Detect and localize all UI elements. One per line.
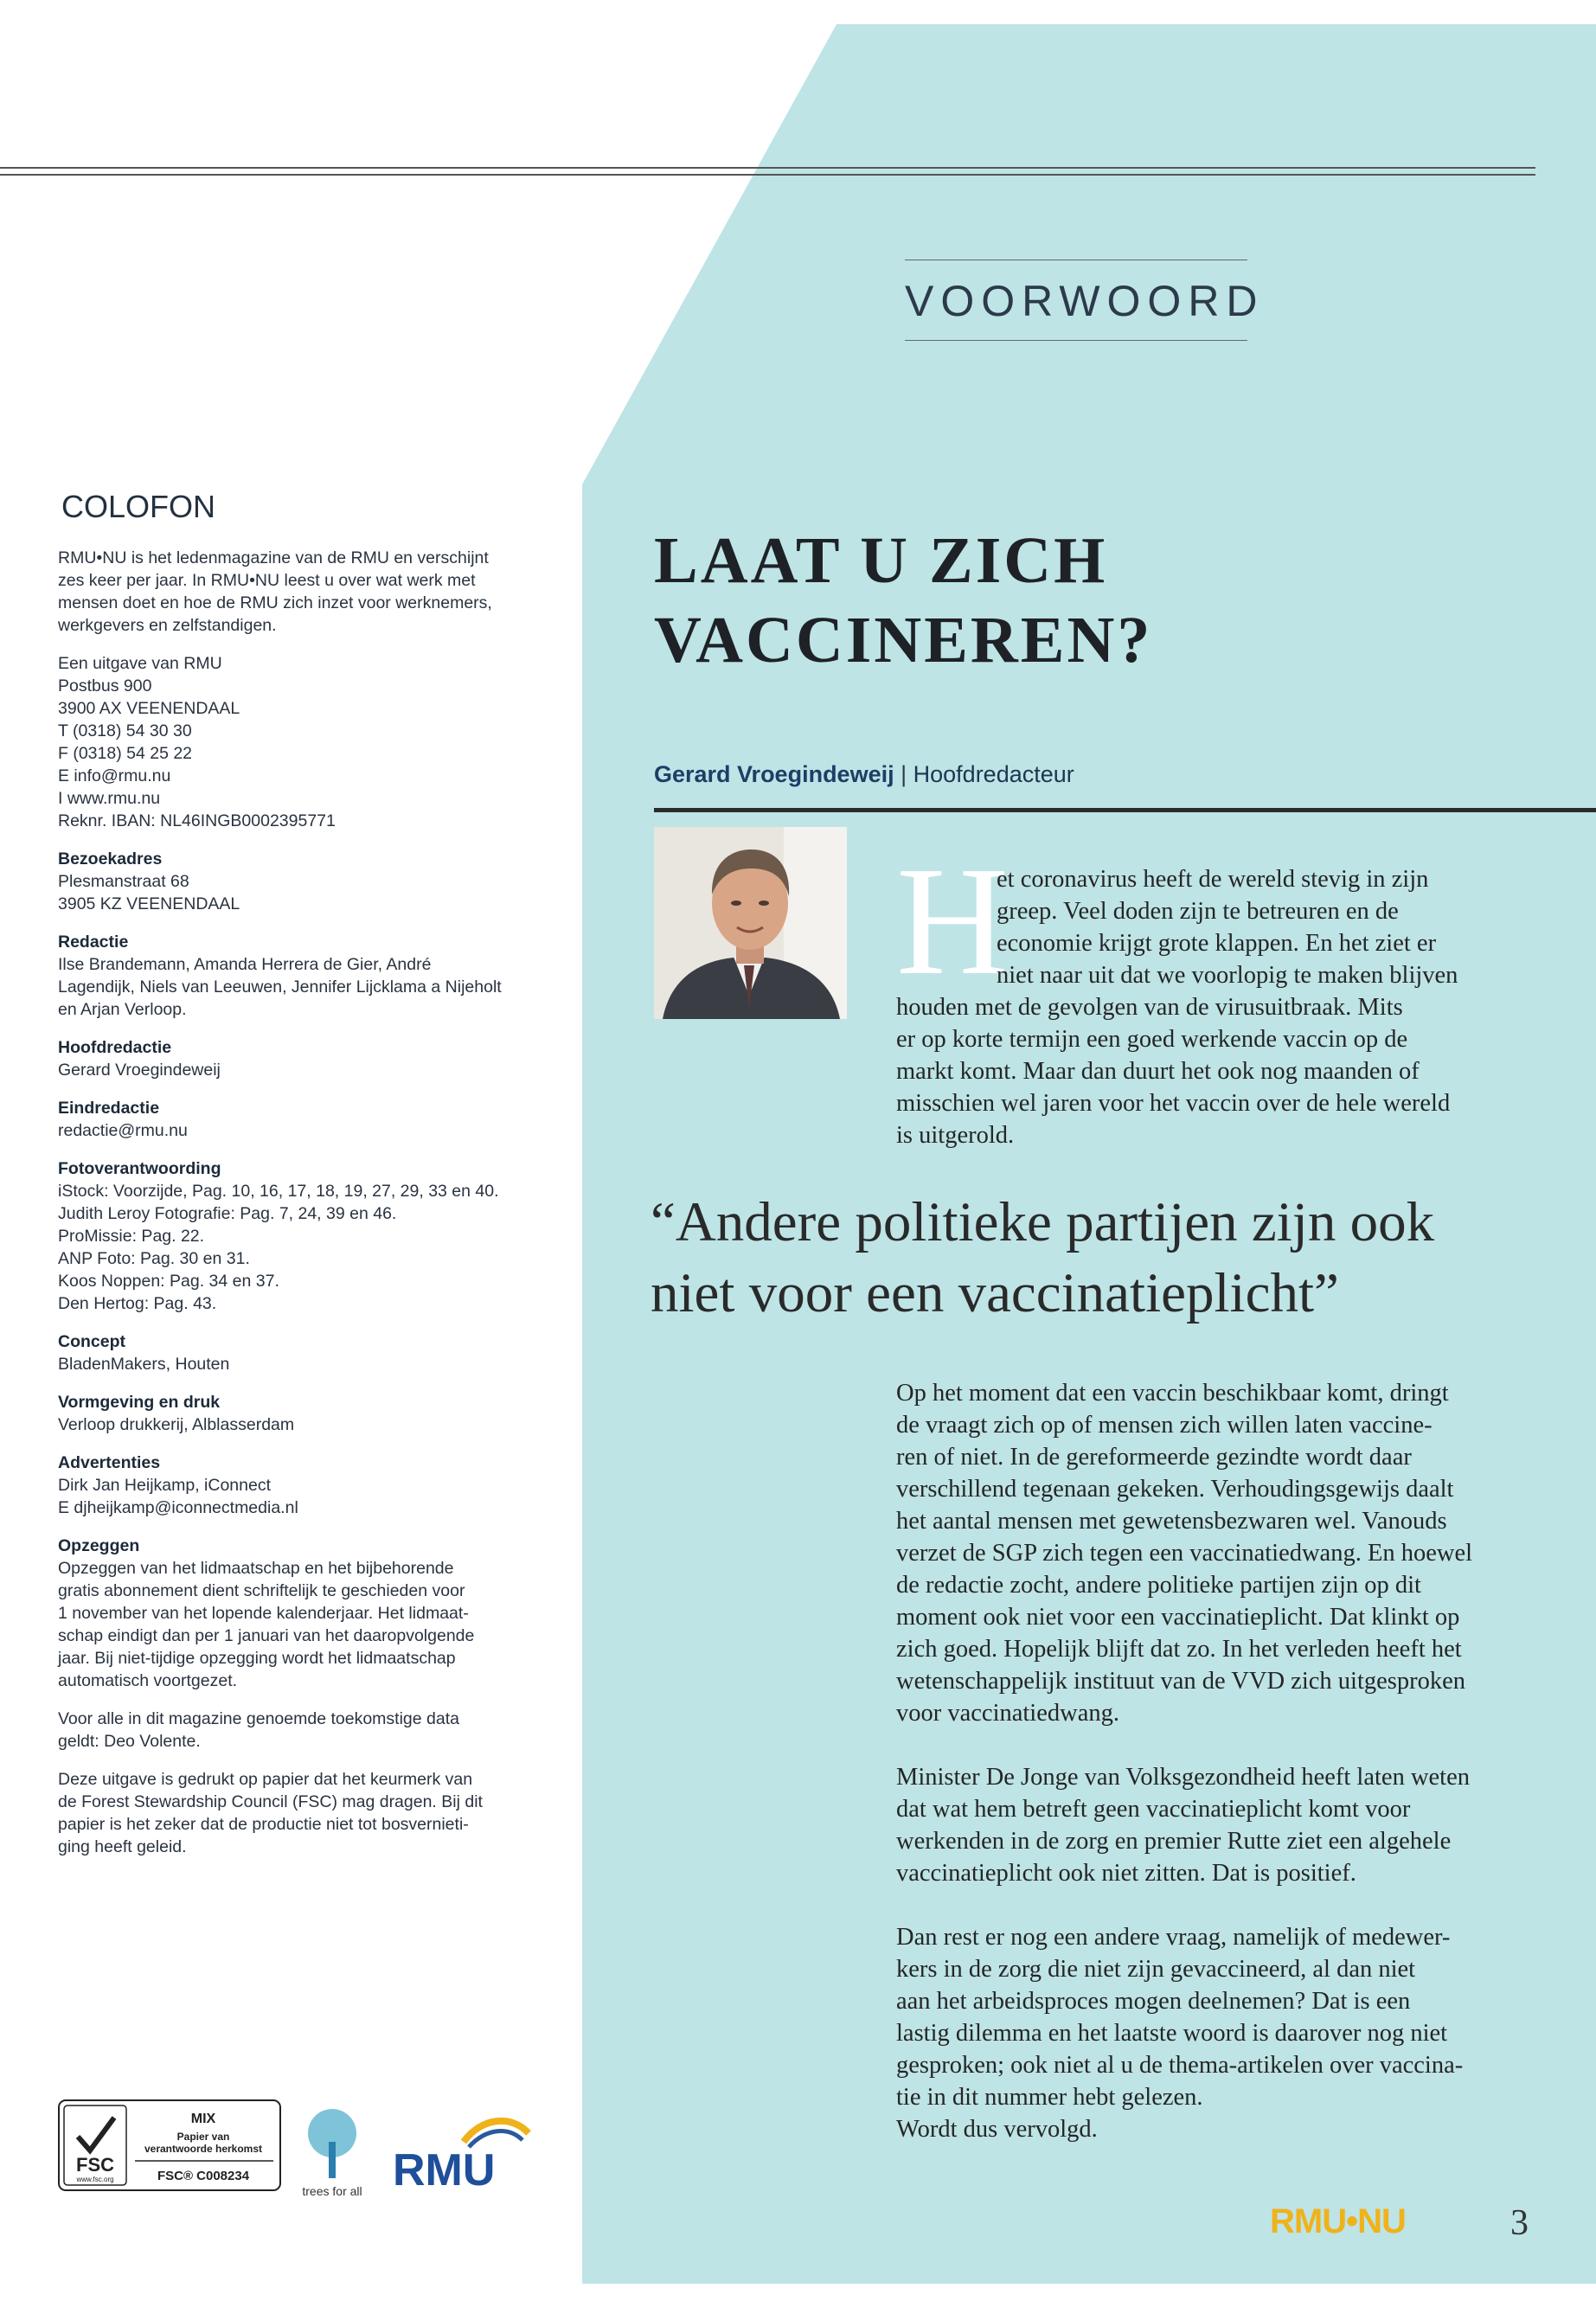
body-paragraph — [896, 1921, 1554, 2145]
address-fax: F (0318) 54 25 22 — [58, 744, 193, 763]
body-line: aan het arbeidsproces mogen deelnemen? Dat is een — [896, 1988, 1411, 2015]
top-rule-2 — [0, 174, 1535, 176]
body-line: Dan rest er nog een andere vraag, namelijk of medewer- — [896, 1924, 1451, 1951]
colofon-section-line: ANP Foto: Pag. 30 en 31. — [58, 1249, 250, 1268]
colofon-section-line: Koos Noppen: Pag. 34 en 37. — [58, 1272, 279, 1291]
fsc-line2: verantwoorde herkomst — [144, 2143, 263, 2155]
colofon-note — [58, 1708, 542, 1753]
fsc-code: FSC® C008234 — [157, 2169, 250, 2183]
article-body — [896, 1377, 1554, 2177]
intro-line: greep. Veel doden zijn te betreuren en de — [997, 898, 1399, 925]
trees-label: trees for all — [302, 2184, 362, 2198]
colofon-section-line: Judith Leroy Fotografie: Pag. 7, 24, 39 en 46. — [58, 1204, 397, 1223]
colofon-section-line: Verloop drukkerij, Alblasserdam — [58, 1415, 295, 1434]
colofon-note-line: ging heeft geleid. — [58, 1837, 187, 1856]
colofon-section-title: Hoofdredactie — [58, 1038, 172, 1057]
byline — [654, 761, 1074, 788]
body-line: gesproken; ook niet al u de thema-artikelen over vaccina- — [896, 2052, 1464, 2079]
address-line: Postbus 900 — [58, 676, 152, 695]
body-paragraph — [896, 1377, 1554, 1729]
colofon-section — [58, 1157, 542, 1315]
colofon-section-line: Gerard Vroegindeweij — [58, 1061, 221, 1080]
dropcap-letter: H — [896, 835, 1009, 1007]
article-intro — [896, 863, 1502, 1151]
colofon-section — [58, 1452, 542, 1519]
colofon-note-line: de Forest Stewardship Council (FSC) mag dragen. Bij dit — [58, 1792, 483, 1811]
address-iban: Reknr. IBAN: NL46INGB0002395771 — [58, 811, 336, 830]
intro-line: markt komt. Maar dan duurt het ook nog maanden of — [896, 1058, 1420, 1085]
colofon-address — [58, 652, 542, 832]
colofon-section-title: Eindredactie — [58, 1099, 160, 1118]
colofon-section-line: en Arjan Verloop. — [58, 1000, 187, 1019]
address-line: 3900 AX VEENENDAAL — [58, 699, 240, 718]
byline-rule — [654, 808, 1596, 812]
intro-line: et coronavirus heeft de wereld stevig in zijn — [997, 866, 1429, 893]
fsc-logo — [59, 2100, 280, 2190]
body-line: moment ook niet voor een vaccinatieplicht. Dat klinkt op — [896, 1604, 1460, 1631]
colofon-section-title: Vormgeving en druk — [58, 1393, 221, 1412]
colofon — [58, 490, 542, 1874]
colofon-section — [58, 1330, 542, 1375]
colofon-section — [58, 931, 542, 1021]
colofon-section-line: redactie@rmu.nu — [58, 1121, 188, 1140]
body-line: werkenden in de zorg en premier Rutte ziet een algehele — [896, 1828, 1452, 1855]
colofon-section-title: Redactie — [58, 933, 129, 952]
author-photo — [654, 827, 847, 1019]
fsc-site: www.fsc.org — [76, 2176, 114, 2183]
colofon-section — [58, 1097, 542, 1142]
colofon-section-title: Advertenties — [58, 1453, 161, 1472]
colofon-section-line: Den Hertog: Pag. 43. — [58, 1294, 217, 1313]
colofon-section — [58, 1535, 542, 1692]
body-line: ren of niet. In de gereformeerde gezindte wordt daar — [896, 1444, 1412, 1471]
colofon-section — [58, 1391, 542, 1436]
colofon-section-line: BladenMakers, Houten — [58, 1355, 230, 1374]
quote-line: “Andere politieke partijen zijn ook — [651, 1191, 1435, 1253]
intro-line: er op korte termijn een goed werkende vaccin op de — [896, 1026, 1408, 1053]
colofon-section-line: iStock: Voorzijde, Pag. 10, 16, 17, 18, 19, 27, 29, 33 en 40. — [58, 1182, 499, 1201]
colofon-section-line: schap eindigt dan per 1 januari van het daaropvolgende — [58, 1626, 475, 1645]
byline-separator: | — [901, 761, 907, 787]
body-line: voor vaccinatiedwang. — [896, 1700, 1119, 1727]
body-line: Op het moment dat een vaccin beschikbaar komt, dringt — [896, 1380, 1449, 1407]
body-line: verschillend tegenaan gekeken. Verhoudingsgewijs daalt — [896, 1476, 1454, 1503]
colofon-section-line: Lagendijk, Niels van Leeuwen, Jennifer Lijcklama a Nijeholt — [58, 977, 502, 997]
colofon-note-line: papier is het zeker dat de productie niet tot bosvernieti- — [58, 1815, 469, 1834]
body-line: lastig dilemma en het laatste woord is daarover nog niet — [896, 2020, 1448, 2047]
intro-line: misschien wel jaren voor het vaccin over de hele wereld — [896, 1090, 1451, 1117]
colofon-section-line: Dirk Jan Heijkamp, iConnect — [58, 1476, 272, 1495]
headline-line: LAAT U ZICH — [654, 524, 1108, 597]
body-line: kers in de zorg die niet zijn gevaccineerd, al dan niet — [896, 1956, 1416, 1983]
body-line: Minister De Jonge van Volksgezondheid heeft laten weten — [896, 1764, 1470, 1791]
body-line: vaccinatieplicht ook niet zitten. Dat is positief. — [896, 1860, 1356, 1887]
trees-for-all-logo — [302, 2109, 362, 2198]
colofon-section-line: Opzeggen van het lidmaatschap en het bijbehorende — [58, 1559, 454, 1578]
kicker-rule-bottom — [905, 340, 1247, 341]
intro-line: houden met de gevolgen van de virusuitbraak. Mits — [896, 994, 1403, 1021]
body-line: Wordt dus vervolgd. — [896, 2116, 1098, 2143]
colofon-notes — [58, 1708, 542, 1858]
colofon-section-line: ProMissie: Pag. 22. — [58, 1227, 205, 1246]
article-headline — [654, 521, 1519, 680]
body-paragraph — [896, 1761, 1554, 1889]
colofon-section-line: jaar. Bij niet-tijdige opzegging wordt het lidmaatschap — [58, 1649, 456, 1668]
pull-quote — [651, 1187, 1593, 1329]
body-line: wetenschappelijk instituut van de VVD zich uitgesproken — [896, 1668, 1465, 1695]
address-website: I www.rmu.nu — [58, 789, 161, 808]
colofon-section-line: 1 november van het lopende kalenderjaar. Het lidmaat- — [58, 1604, 469, 1623]
colofon-section-line: automatisch voortgezet. — [58, 1671, 238, 1690]
section-kicker — [905, 260, 1265, 341]
intro-line: niet naar uit dat we voorlopig te maken blijven — [997, 962, 1458, 989]
colofon-section-line: Ilse Brandemann, Amanda Herrera de Gier, André — [58, 955, 432, 974]
rmu-wordmark: RMU — [393, 2145, 496, 2195]
body-line: het aantal mensen met gewetensbezwaren wel. Vanouds — [896, 1508, 1447, 1535]
colofon-note-line: geldt: Deo Volente. — [58, 1732, 201, 1751]
colofon-section-title: Concept — [58, 1332, 125, 1351]
top-rule-1 — [0, 167, 1535, 169]
body-line: tie in dit nummer hebt gelezen. — [896, 2084, 1203, 2111]
address-email: E info@rmu.nu — [58, 766, 171, 785]
colofon-section-line: 3905 KZ VEENENDAAL — [58, 894, 240, 913]
colofon-section — [58, 848, 542, 915]
colofon-note-line: Deze uitgave is gedrukt op papier dat het keurmerk van — [58, 1770, 473, 1789]
kicker-label: VOORWOORD — [905, 277, 1265, 325]
address-phone: T (0318) 54 30 30 — [58, 721, 192, 740]
author-role: Hoofdredacteur — [913, 761, 1074, 787]
footer-logos — [57, 2099, 542, 2202]
intro-line: economie krijgt grote klappen. En het ziet er — [997, 930, 1437, 957]
colofon-section-line: E djheijkamp@iconnectmedia.nl — [58, 1498, 298, 1517]
colofon-section-title: Fotoverantwoording — [58, 1159, 221, 1178]
colofon-section-title: Opzeggen — [58, 1536, 140, 1555]
page-number: 3 — [1510, 2203, 1529, 2243]
colofon-intro-line: zes keer per jaar. In RMU•NU leest u over wat werk met — [58, 571, 476, 590]
address-line: Een uitgave van RMU — [58, 654, 222, 673]
colofon-intro — [58, 547, 542, 637]
colofon-section — [58, 1036, 542, 1081]
colofon-note — [58, 1768, 542, 1858]
body-line: dat wat hem betreft geen vaccinatieplicht komt voor — [896, 1796, 1411, 1823]
body-line: de vraagt zich op of mensen zich willen laten vaccine- — [896, 1412, 1433, 1439]
colofon-intro-line: mensen doet en hoe de RMU zich inzet voor werknemers, — [58, 593, 492, 612]
colofon-section-title: Bezoekadres — [58, 849, 163, 868]
colofon-intro-line: werkgevers en zelfstandigen. — [58, 616, 277, 635]
fsc-line1: Papier van — [176, 2131, 230, 2143]
fsc-brand: FSC — [76, 2154, 114, 2176]
headline-line: VACCINEREN? — [654, 604, 1153, 676]
rmu-logo — [393, 2121, 529, 2195]
fsc-mix: MIX — [190, 2112, 216, 2126]
quote-line: niet voor een vaccinatieplicht” — [651, 1262, 1339, 1324]
colofon-section-line: Plesmanstraat 68 — [58, 872, 189, 891]
colofon-heading: COLOFON — [61, 489, 216, 524]
body-line: zich goed. Hopelijk blijft dat zo. In het verleden heeft het — [896, 1636, 1462, 1663]
body-line: verzet de SGP zich tegen een vaccinatiedwang. En hoewel — [896, 1540, 1473, 1567]
colofon-section-line: gratis abonnement dient schriftelijk te geschieden voor — [58, 1581, 465, 1600]
colofon-intro-line: RMU•NU is het ledenmagazine van de RMU en verschijnt — [58, 548, 489, 567]
intro-line: is uitgerold. — [896, 1122, 1015, 1149]
body-line: de redactie zocht, andere politieke partijen zijn op dit — [896, 1572, 1421, 1599]
colofon-sections — [58, 848, 542, 1692]
author-name: Gerard Vroegindeweij — [654, 761, 894, 787]
colofon-note-line: Voor alle in dit magazine genoemde toekomstige data — [58, 1709, 459, 1728]
brand-wordmark: RMU•NU — [1270, 2202, 1406, 2240]
